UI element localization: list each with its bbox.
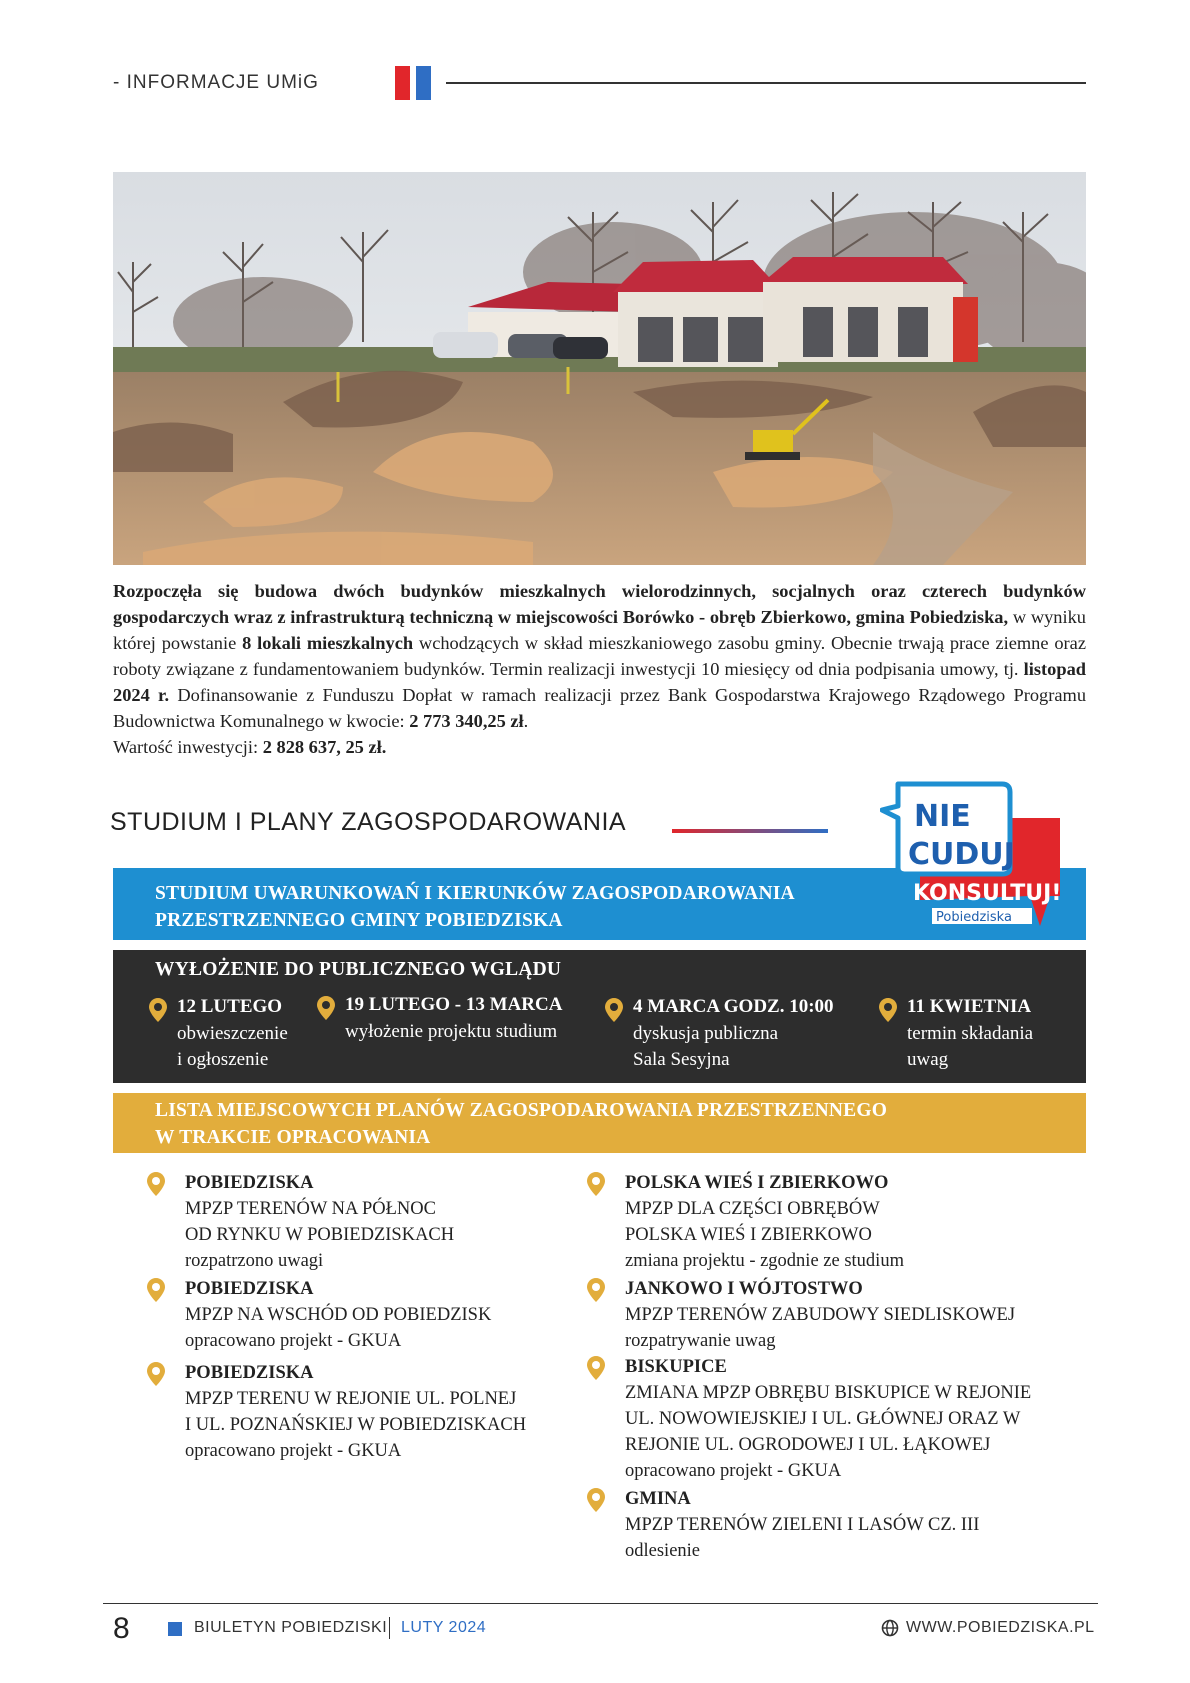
study-bar-line-1: STUDIUM UWARUNKOWAŃ I KIERUNKÓW ZAGOSPODAROWANIA: [155, 883, 795, 904]
website-link[interactable]: WWW.POBIEDZISKA.PL: [906, 1619, 1095, 1636]
plan-place: POBIEDZISKA: [185, 1173, 314, 1193]
public-view-title: WYŁOŻENIE DO PUBLICZNEGO WGLĄDU: [155, 959, 562, 980]
event-desc-line-2: uwag: [907, 1049, 949, 1070]
construction-photo: [113, 172, 1086, 565]
publication-name: BIULETYN POBIEDZISKI: [194, 1619, 388, 1636]
event-desc-line-2: i ogłoszenie: [177, 1049, 269, 1070]
plan-place: POBIEDZISKA: [185, 1363, 314, 1383]
logo-line-1: NIE: [914, 799, 971, 834]
issue-date: LUTY 2024: [401, 1619, 487, 1636]
plan-status: odlesienie: [625, 1541, 701, 1561]
plan-name: ZMIANA MPZP OBRĘBU BISKUPICE W REJONIE UL. NOWOWIEJSKIEJ I UL. GŁÓWNEJ ORAZ W REJONIE UL. OGRODOWEJ I UL. ŁĄKOWEJ: [625, 1383, 1032, 1455]
plan-place: GMINA: [625, 1489, 691, 1509]
event-desc-line-1: dyskusja publiczna: [633, 1023, 779, 1044]
section-title-underline: [672, 829, 828, 833]
event-desc-line-1: wyłożenie projektu studium: [345, 1021, 558, 1042]
location-pin-icon: [587, 1278, 605, 1302]
location-pin-icon: [879, 998, 897, 1022]
location-pin-icon: [147, 1278, 165, 1302]
location-pin-icon: [317, 996, 335, 1020]
location-pin-icon: [147, 1172, 165, 1196]
article-text-a: w wyniku której powstanie: [113, 607, 1086, 653]
event-date: 12 LUTEGO: [177, 996, 283, 1017]
event-date: 19 LUTEGO - 13 MARCA: [345, 994, 563, 1015]
plan-status: opracowano projekt - GKUA: [625, 1461, 842, 1481]
plan-place: BISKUPICE: [625, 1357, 727, 1377]
location-pin-icon: [149, 998, 167, 1022]
section-title: STUDIUM I PLANY ZAGOSPODAROWANIA: [110, 808, 627, 836]
plan-status: zmiana projektu - zgodnie ze studium: [625, 1251, 904, 1271]
location-pin-icon: [147, 1362, 165, 1386]
plan-name: MPZP TERENÓW ZABUDOWY SIEDLISKOWEJ: [625, 1305, 1016, 1325]
globe-icon: [881, 1619, 899, 1637]
footer-separator: [389, 1617, 390, 1639]
plan-status: rozpatrywanie uwag: [625, 1331, 776, 1351]
plans-bar-line-1: LISTA MIEJSCOWYCH PLANÓW ZAGOSPODAROWANIA PRZESTRZENNEGO: [155, 1100, 888, 1121]
plan-status: opracowano projekt - GKUA: [185, 1331, 402, 1351]
plans-bar-line-2: W TRAKCIE OPRACOWANIA: [155, 1127, 431, 1148]
logo-line-2: CUDUJ: [908, 837, 1015, 872]
nie-cuduj-konsultuj-logo: [880, 778, 1065, 930]
plan-place: POLSKA WIEŚ I ZBIERKOWO: [625, 1173, 889, 1193]
footer-divider: [103, 1603, 1098, 1604]
plan-place: POBIEDZISKA: [185, 1279, 314, 1299]
event-date: 11 KWIETNIA: [907, 996, 1032, 1017]
public-view-box: [113, 950, 1086, 1083]
event-desc-line-1: termin składania: [907, 1023, 1034, 1044]
logo-line-4: Pobiedziska: [936, 910, 1012, 925]
plan-status: rozpatrzono uwagi: [185, 1251, 324, 1271]
plan-place: JANKOWO I WÓJTOSTWO: [625, 1279, 863, 1299]
article-apartments: 8 lokali mieszkalnych: [242, 633, 414, 653]
article-text-c: Dofinansowanie z Funduszu Dopłat w ramach realizacji przez Bank Gospodarstwa Krajowego Rządowego Programu Budownictwa Komunalnego w kwocie:: [113, 685, 1087, 731]
plan-name: MPZP TERENÓW ZIELENI I LASÓW CZ. III: [625, 1515, 980, 1535]
page-number: 8: [113, 1612, 130, 1645]
square-icon: [168, 1622, 182, 1636]
article-value-label: Wartość inwestycji:: [113, 737, 263, 757]
plan-status: opracowano projekt - GKUA: [185, 1441, 402, 1461]
section-label: - INFORMACJE UMiG: [113, 72, 319, 93]
header-divider: [446, 82, 1086, 84]
article-grant-amount: 2 773 340,25 zł: [409, 711, 524, 731]
location-pin-icon: [605, 998, 623, 1022]
flag-icon: [395, 66, 433, 100]
article-text-b: wchodzących w skład mieszkaniowego zasobu gminy. Obecnie trwają prace ziemne oraz roboty związane z fundamentowaniem budynków. Termin realizacji inwestycji 10 miesięcy od dnia podpisania umowy, tj.: [113, 633, 1086, 679]
location-pin-icon: [587, 1172, 605, 1196]
plan-name: MPZP TERENÓW NA PÓŁNOC OD RYNKU W POBIEDZISKACH: [185, 1199, 455, 1245]
plan-name: MPZP TERENU W REJONIE UL. POLNEJ I UL. POZNAŃSKIEJ W POBIEDZISKACH: [185, 1389, 527, 1435]
article-text: [113, 578, 1086, 760]
plan-name: MPZP DLA CZĘŚCI OBRĘBÓW POLSKA WIEŚ I ZBIERKOWO: [625, 1199, 880, 1245]
logo-line-3: KONSULTUJ!: [913, 881, 1062, 906]
location-pin-icon: [587, 1356, 605, 1380]
location-pin-icon: [587, 1488, 605, 1512]
event-date: 4 MARCA GODZ. 10:00: [633, 996, 834, 1017]
study-bar-line-2: PRZESTRZENNEGO GMINY POBIEDZISKA: [155, 910, 563, 931]
article-deadline: listopad 2024 r.: [113, 659, 1086, 705]
event-desc-line-2: Sala Sesyjna: [633, 1049, 730, 1070]
plans-bar: [113, 1093, 1086, 1153]
article-value-amount: 2 828 637, 25 zł.: [262, 737, 387, 757]
plan-name: MPZP NA WSCHÓD OD POBIEDZISK: [185, 1305, 492, 1325]
article-lead: Rozpoczęła się budowa dwóch budynków mieszkalnych wielorodzinnych, socjalnych oraz czterech budynków gospodarczych wraz z infrastrukturą techniczną w miejscowości Borówko - obręb Zbierkowo, gmina Pobiedziska,: [113, 581, 1086, 627]
article-text-d: .: [523, 711, 529, 731]
event-desc-line-1: obwieszczenie: [177, 1023, 288, 1044]
